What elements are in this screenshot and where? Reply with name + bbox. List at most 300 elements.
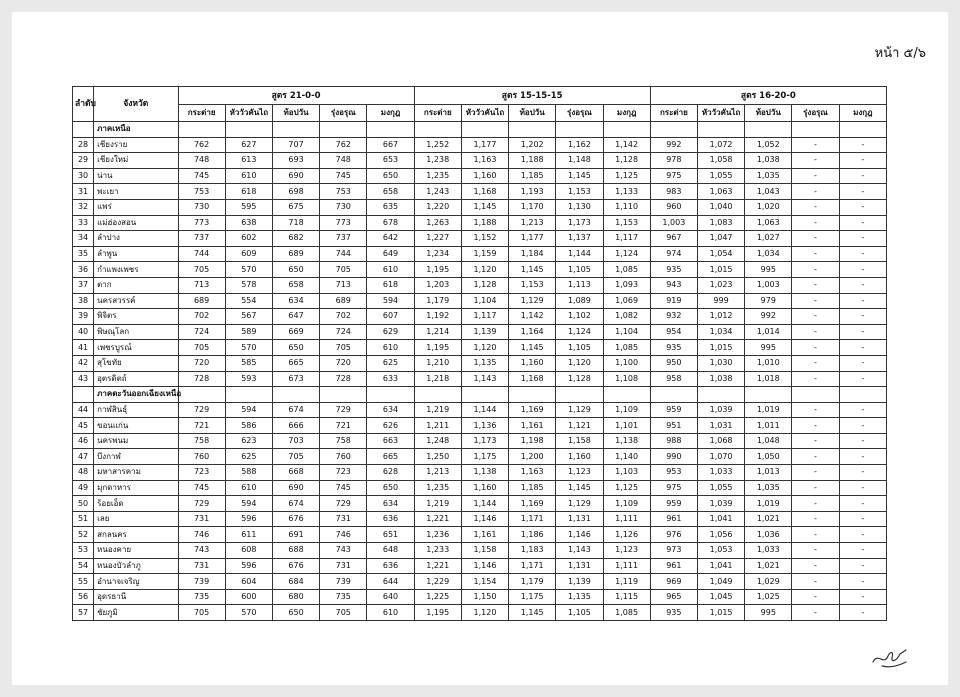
region-row <box>73 387 887 403</box>
price-cell: 1,229 <box>414 574 461 590</box>
price-cell: 731 <box>320 511 367 527</box>
price-cell: 723 <box>178 465 225 481</box>
row-number: 33 <box>73 215 94 231</box>
price-cell: 1,015 <box>697 340 744 356</box>
price-cell: - <box>839 511 886 527</box>
table-row <box>73 199 887 215</box>
price-cell: 745 <box>320 480 367 496</box>
price-cell: 721 <box>178 418 225 434</box>
table-row <box>73 168 887 184</box>
province-name: สุโขทัย <box>94 355 178 371</box>
region-empty-cell <box>225 387 272 403</box>
region-empty-cell <box>320 122 367 138</box>
price-cell: - <box>792 480 839 496</box>
price-cell: - <box>839 231 886 247</box>
table-row <box>73 605 887 621</box>
header-brand: มงกุฎ <box>603 105 650 122</box>
price-cell: 1,053 <box>697 543 744 559</box>
table-row <box>73 231 887 247</box>
header-formula: สูตร 21-0-0 <box>178 87 414 105</box>
price-cell: 1,213 <box>414 465 461 481</box>
region-empty-cell <box>603 122 650 138</box>
price-cell: - <box>792 558 839 574</box>
price-cell: 1,055 <box>697 168 744 184</box>
price-cell: - <box>839 215 886 231</box>
row-number: 28 <box>73 137 94 153</box>
region-empty-cell <box>509 387 556 403</box>
price-cell: 1,003 <box>745 277 792 293</box>
price-cell: 1,139 <box>556 574 603 590</box>
region-empty-cell <box>272 122 319 138</box>
price-cell: 1,109 <box>603 402 650 418</box>
price-cell: 628 <box>367 465 414 481</box>
table-row <box>73 449 887 465</box>
price-cell: 1,171 <box>509 511 556 527</box>
price-cell: 735 <box>178 589 225 605</box>
price-cell: 634 <box>367 496 414 512</box>
price-cell: 1,153 <box>556 184 603 200</box>
price-cell: 1,115 <box>603 589 650 605</box>
price-cell: 1,056 <box>697 527 744 543</box>
header-brand: รุ่งอรุณ <box>556 105 603 122</box>
price-cell: 1,129 <box>556 402 603 418</box>
region-empty-cell <box>461 387 508 403</box>
price-cell: - <box>839 449 886 465</box>
region-empty-cell <box>272 387 319 403</box>
price-cell: - <box>839 402 886 418</box>
row-number: 44 <box>73 402 94 418</box>
price-cell: 1,195 <box>414 340 461 356</box>
price-cell: 1,219 <box>414 402 461 418</box>
price-cell: 702 <box>178 309 225 325</box>
region-empty-cell <box>178 387 225 403</box>
price-cell: 950 <box>650 355 697 371</box>
price-cell: 959 <box>650 496 697 512</box>
price-cell: 1,248 <box>414 433 461 449</box>
price-cell: 959 <box>650 402 697 418</box>
price-cell: - <box>792 371 839 387</box>
price-cell: 675 <box>272 199 319 215</box>
price-cell: 1,163 <box>509 465 556 481</box>
header-brand: หัววัวคันไถ <box>225 105 272 122</box>
price-cell: 1,137 <box>556 231 603 247</box>
price-cell: - <box>839 543 886 559</box>
price-cell: 1,010 <box>745 355 792 371</box>
price-cell: 1,143 <box>461 371 508 387</box>
price-cell: 567 <box>225 309 272 325</box>
price-cell: 703 <box>272 433 319 449</box>
row-number: 41 <box>73 340 94 356</box>
price-cell: 642 <box>367 231 414 247</box>
table-row <box>73 589 887 605</box>
price-cell: 723 <box>320 465 367 481</box>
price-cell: 627 <box>225 137 272 153</box>
price-cell: 640 <box>367 589 414 605</box>
province-name: อำนาจเจริญ <box>94 574 178 590</box>
price-cell: 1,143 <box>556 543 603 559</box>
price-cell: 745 <box>178 168 225 184</box>
price-cell: - <box>792 199 839 215</box>
price-cell: 1,168 <box>461 184 508 200</box>
price-cell: - <box>839 153 886 169</box>
header-formula: สูตร 15-15-15 <box>414 87 650 105</box>
price-cell: 935 <box>650 262 697 278</box>
province-name: ร้อยเอ็ด <box>94 496 178 512</box>
price-cell: 773 <box>320 215 367 231</box>
price-cell: 648 <box>367 543 414 559</box>
price-cell: - <box>792 262 839 278</box>
price-cell: 588 <box>225 465 272 481</box>
price-cell: - <box>792 215 839 231</box>
price-cell: 596 <box>225 558 272 574</box>
price-cell: 1,058 <box>697 153 744 169</box>
price-cell: 1,145 <box>556 480 603 496</box>
price-cell: 1,160 <box>509 355 556 371</box>
province-name: มหาสารคาม <box>94 465 178 481</box>
price-cell: 978 <box>650 153 697 169</box>
price-cell: 705 <box>178 605 225 621</box>
price-cell: 1,111 <box>603 558 650 574</box>
province-name: เพชรบูรณ์ <box>94 340 178 356</box>
price-cell: 1,173 <box>556 215 603 231</box>
province-name: หนองบัวลำภู <box>94 558 178 574</box>
region-row <box>73 122 887 138</box>
price-cell: 1,186 <box>509 527 556 543</box>
price-cell: 650 <box>272 605 319 621</box>
price-cell: 594 <box>225 402 272 418</box>
region-empty-cell <box>509 122 556 138</box>
price-cell: 1,235 <box>414 168 461 184</box>
price-cell: - <box>839 340 886 356</box>
price-cell: 1,126 <box>603 527 650 543</box>
price-cell: - <box>839 137 886 153</box>
price-cell: - <box>792 511 839 527</box>
price-cell: 610 <box>367 340 414 356</box>
price-cell: 1,012 <box>697 309 744 325</box>
price-cell: - <box>839 371 886 387</box>
table-row <box>73 496 887 512</box>
price-cell: - <box>792 589 839 605</box>
price-cell: 1,177 <box>461 137 508 153</box>
price-cell: 705 <box>272 449 319 465</box>
price-cell: 1,049 <box>697 574 744 590</box>
price-cell: 1,129 <box>556 496 603 512</box>
price-cell: 990 <box>650 449 697 465</box>
price-cell: 609 <box>225 246 272 262</box>
price-cell: 650 <box>367 168 414 184</box>
price-cell: 688 <box>272 543 319 559</box>
province-name: แพร่ <box>94 199 178 215</box>
price-cell: - <box>792 355 839 371</box>
price-cell: - <box>839 418 886 434</box>
price-cell: 1,038 <box>745 153 792 169</box>
price-cell: 649 <box>367 246 414 262</box>
price-cell: 974 <box>650 246 697 262</box>
row-number: 53 <box>73 543 94 559</box>
price-cell: 976 <box>650 527 697 543</box>
price-cell: 1,131 <box>556 558 603 574</box>
price-cell: 1,146 <box>461 511 508 527</box>
price-cell: 1,236 <box>414 527 461 543</box>
price-cell: - <box>839 589 886 605</box>
province-name: ขอนแก่น <box>94 418 178 434</box>
price-cell: 1,145 <box>509 605 556 621</box>
price-cell: 1,227 <box>414 231 461 247</box>
price-cell: 1,083 <box>697 215 744 231</box>
page-number: หน้า ๕/๖ <box>874 46 926 61</box>
price-cell: 1,011 <box>745 418 792 434</box>
region-name: ภาคตะวันออกเฉียงเหนือ <box>94 387 178 403</box>
price-cell: 721 <box>320 418 367 434</box>
price-cell: 975 <box>650 480 697 496</box>
price-cell: 674 <box>272 402 319 418</box>
region-empty-cell <box>556 122 603 138</box>
price-cell: 762 <box>320 137 367 153</box>
price-cell: 666 <box>272 418 319 434</box>
price-cell: 951 <box>650 418 697 434</box>
price-cell: 1,023 <box>697 277 744 293</box>
price-cell: 1,123 <box>603 543 650 559</box>
price-cell: 1,019 <box>745 496 792 512</box>
price-cell: 753 <box>178 184 225 200</box>
price-cell: 1,128 <box>603 153 650 169</box>
price-cell: - <box>792 324 839 340</box>
province-name: เชียงใหม่ <box>94 153 178 169</box>
table-row <box>73 215 887 231</box>
price-cell: 554 <box>225 293 272 309</box>
price-cell: 1,252 <box>414 137 461 153</box>
price-cell: - <box>792 574 839 590</box>
price-cell: 1,093 <box>603 277 650 293</box>
price-cell: 1,109 <box>603 496 650 512</box>
price-cell: 969 <box>650 574 697 590</box>
price-cell: 1,169 <box>509 496 556 512</box>
price-cell: 1,195 <box>414 605 461 621</box>
price-cell: 1,130 <box>556 199 603 215</box>
table-row <box>73 246 887 262</box>
region-empty-cell <box>556 387 603 403</box>
price-cell: 1,108 <box>603 371 650 387</box>
header-brand: กระต่าย <box>178 105 225 122</box>
price-cell: 1,225 <box>414 589 461 605</box>
price-cell: 1,019 <box>745 402 792 418</box>
price-cell: 745 <box>178 480 225 496</box>
price-cell: 1,111 <box>603 511 650 527</box>
price-cell: 705 <box>320 340 367 356</box>
table-row <box>73 511 887 527</box>
region-empty-cell <box>178 122 225 138</box>
header-formula: สูตร 16-20-0 <box>650 87 886 105</box>
price-cell: 954 <box>650 324 697 340</box>
price-cell: 1,202 <box>509 137 556 153</box>
price-cell: 744 <box>320 246 367 262</box>
price-cell: 988 <box>650 433 697 449</box>
price-cell: 720 <box>320 355 367 371</box>
price-cell: 1,192 <box>414 309 461 325</box>
price-cell: 1,036 <box>745 527 792 543</box>
price-cell: 992 <box>745 309 792 325</box>
price-cell: - <box>792 418 839 434</box>
province-name: แม่ฮ่องสอน <box>94 215 178 231</box>
price-cell: 1,146 <box>461 558 508 574</box>
price-cell: 760 <box>320 449 367 465</box>
header-brand: กระต่าย <box>414 105 461 122</box>
price-cell: 967 <box>650 231 697 247</box>
price-cell: 995 <box>745 605 792 621</box>
region-name: ภาคเหนือ <box>94 122 178 138</box>
price-cell: 1,203 <box>414 277 461 293</box>
price-cell: 739 <box>320 574 367 590</box>
price-cell: 1,105 <box>556 340 603 356</box>
price-cell: 644 <box>367 574 414 590</box>
price-cell: 1,033 <box>745 543 792 559</box>
row-number: 29 <box>73 153 94 169</box>
header-row-formulas <box>73 87 887 105</box>
price-cell: 737 <box>178 231 225 247</box>
price-cell: 1,162 <box>556 137 603 153</box>
price-cell: - <box>792 309 839 325</box>
price-cell: 1,153 <box>603 215 650 231</box>
price-cell: 1,043 <box>745 184 792 200</box>
row-number: 39 <box>73 309 94 325</box>
price-cell: 1,140 <box>603 449 650 465</box>
price-cell: 1,070 <box>697 449 744 465</box>
price-cell: 758 <box>320 433 367 449</box>
price-cell: 1,185 <box>509 480 556 496</box>
price-cell: 1,055 <box>697 480 744 496</box>
price-cell: 1,113 <box>556 277 603 293</box>
price-cell: 707 <box>272 137 319 153</box>
price-cell: 705 <box>178 340 225 356</box>
price-cell: 1,184 <box>509 246 556 262</box>
price-cell: 570 <box>225 605 272 621</box>
row-number: 40 <box>73 324 94 340</box>
price-cell: 1,168 <box>509 371 556 387</box>
price-cell: 1,125 <box>603 168 650 184</box>
price-cell: 729 <box>320 402 367 418</box>
price-cell: - <box>839 527 886 543</box>
price-cell: 1,103 <box>603 465 650 481</box>
price-cell: 613 <box>225 153 272 169</box>
province-name: หนองคาย <box>94 543 178 559</box>
province-name: สกลนคร <box>94 527 178 543</box>
price-cell: 919 <box>650 293 697 309</box>
price-cell: 594 <box>367 293 414 309</box>
price-cell: 1,153 <box>509 277 556 293</box>
price-cell: 965 <box>650 589 697 605</box>
price-cell: 650 <box>272 340 319 356</box>
price-cell: 1,146 <box>556 527 603 543</box>
price-cell: 724 <box>320 324 367 340</box>
price-cell: 650 <box>367 480 414 496</box>
header-province: จังหวัด <box>94 87 178 122</box>
province-name: ตาก <box>94 277 178 293</box>
price-cell: 961 <box>650 511 697 527</box>
price-cell: 610 <box>225 168 272 184</box>
province-name: บึงกาฬ <box>94 449 178 465</box>
row-number: 48 <box>73 465 94 481</box>
province-name: น่าน <box>94 168 178 184</box>
price-cell: 665 <box>367 449 414 465</box>
header-row-brands <box>73 105 887 122</box>
price-cell: - <box>792 449 839 465</box>
row-number: 36 <box>73 262 94 278</box>
price-cell: - <box>839 309 886 325</box>
row-number: 45 <box>73 418 94 434</box>
price-cell: 1,233 <box>414 543 461 559</box>
price-cell: 1,068 <box>697 433 744 449</box>
price-cell: 943 <box>650 277 697 293</box>
price-cell: 1,125 <box>603 480 650 496</box>
price-cell: 636 <box>367 511 414 527</box>
region-empty-cell <box>697 387 744 403</box>
province-name: อุดรธานี <box>94 589 178 605</box>
price-cell: 1,221 <box>414 558 461 574</box>
price-cell: 1,185 <box>509 168 556 184</box>
price-cell: 1,250 <box>414 449 461 465</box>
price-cell: 610 <box>367 605 414 621</box>
price-cell: 682 <box>272 231 319 247</box>
price-cell: 594 <box>225 496 272 512</box>
row-number: 47 <box>73 449 94 465</box>
region-empty-cell <box>320 387 367 403</box>
price-cell: 653 <box>367 153 414 169</box>
price-cell: 728 <box>178 371 225 387</box>
region-empty-cell <box>650 387 697 403</box>
table-row <box>73 324 887 340</box>
table-row <box>73 293 887 309</box>
row-number: 42 <box>73 355 94 371</box>
price-cell: 999 <box>697 293 744 309</box>
price-cell: 1,124 <box>556 324 603 340</box>
table-row <box>73 418 887 434</box>
price-cell: 680 <box>272 589 319 605</box>
price-cell: - <box>839 199 886 215</box>
table-row <box>73 480 887 496</box>
table-row <box>73 433 887 449</box>
province-name: พิจิตร <box>94 309 178 325</box>
price-cell: 1,131 <box>556 511 603 527</box>
row-number: 46 <box>73 433 94 449</box>
price-cell: 1,105 <box>556 605 603 621</box>
price-cell: 1,063 <box>745 215 792 231</box>
table-row <box>73 402 887 418</box>
region-empty-cell <box>461 122 508 138</box>
price-cell: 1,013 <box>745 465 792 481</box>
province-name: พะเยา <box>94 184 178 200</box>
table-row <box>73 309 887 325</box>
price-cell: 975 <box>650 168 697 184</box>
price-cell: 1,214 <box>414 324 461 340</box>
price-cell: 611 <box>225 527 272 543</box>
price-cell: 1,035 <box>745 480 792 496</box>
price-cell: 610 <box>225 480 272 496</box>
price-cell: 1,117 <box>603 231 650 247</box>
price-cell: 713 <box>178 277 225 293</box>
price-cell: 705 <box>320 262 367 278</box>
price-cell: 953 <box>650 465 697 481</box>
price-cell: 1,117 <box>461 309 508 325</box>
row-number: 55 <box>73 574 94 590</box>
price-cell: 1,158 <box>556 433 603 449</box>
price-cell: 1,003 <box>650 215 697 231</box>
price-cell: 1,100 <box>603 355 650 371</box>
price-cell: 737 <box>320 231 367 247</box>
price-cell: 1,104 <box>603 324 650 340</box>
price-cell: 1,145 <box>556 168 603 184</box>
price-cell: 1,193 <box>509 184 556 200</box>
price-cell: 1,085 <box>603 605 650 621</box>
